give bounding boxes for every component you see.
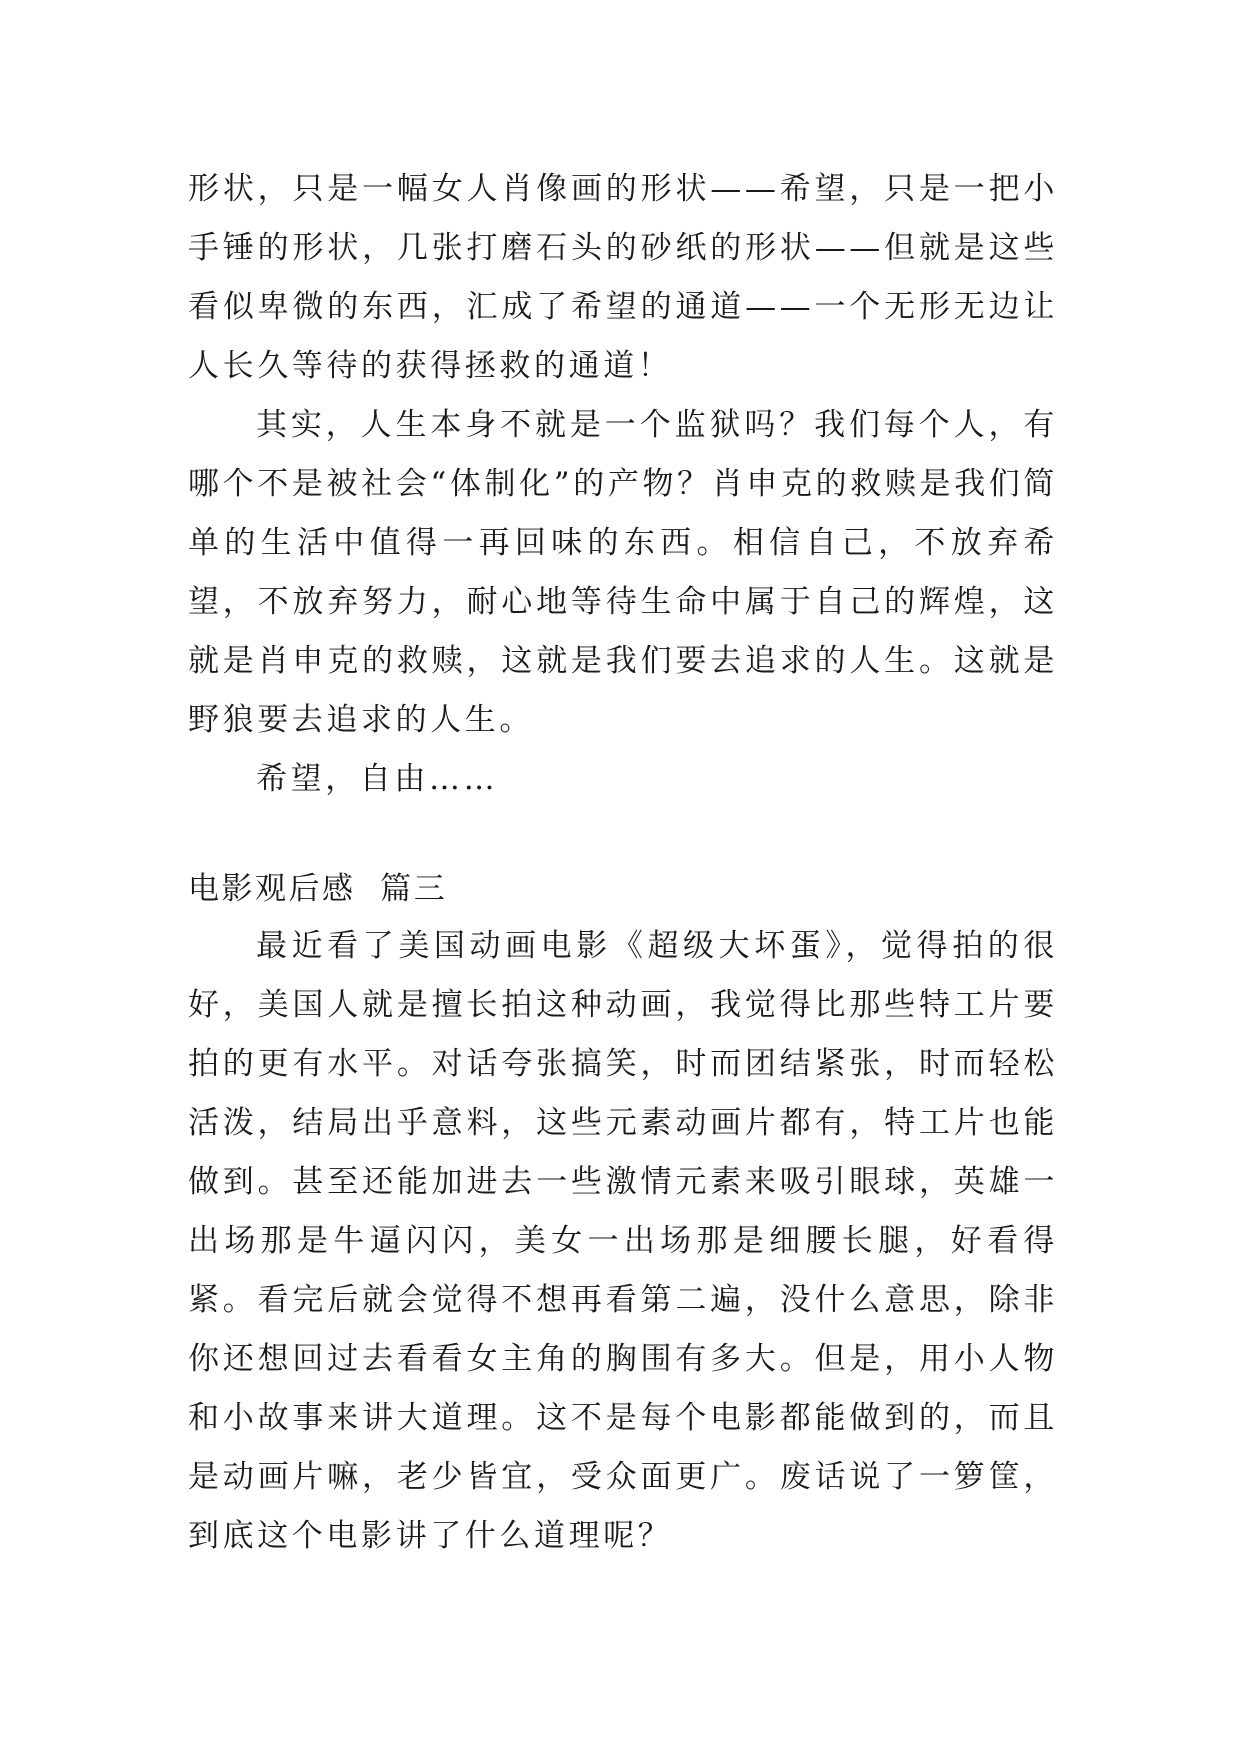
paragraph-continuation: 形状，只是一幅女人肖像画的形状——希望，只是一把小手锤的形状，几张打磨石头的砂纸的形状——但就是这些看似卑微的东西，汇成了希望的通道——一个无形无边让人长久等待的获得拯救的通道！ bbox=[188, 171, 1058, 384]
section-heading: 电影观后感 篇三 bbox=[188, 871, 448, 907]
paragraph-reflection: 其实，人生本身不就是一个监狱吗？我们每个人，有哪个不是被社会“体制化”的产物？肖申克的救赎是我们简单的生活中值得一再回味的东西。相信自己，不放弃希望，不放弃努力，耐心地等待生命中属于自己的辉煌，这就是肖申克的救赎，这就是我们要去追求的人生。这就是野狼要去追求的人生。 bbox=[188, 407, 1058, 738]
paragraph-closing: 希望，自由…… bbox=[256, 761, 499, 797]
paragraph-section-body: 最近看了美国动画电影《超级大坏蛋》，觉得拍的很好，美国人就是擅长拍这种动画，我觉得比那些特工片要拍的更有水平。对话夸张搞笑，时而团结紧张，时而轻松活泼，结局出乎意料，这些元素动画片都有，特工片也能做到。甚至还能加进去一些激情元素来吸引眼球，英雄一出场那是牛逼闪闪，美女一出场那是细腰长腿，好看得紧。看完后就会觉得不想再看第二遍，没什么意思，除非你还想回过去看看女主角的胸围有多大。但是，用小人物和小故事来讲大道理。这不是每个电影都能做到的，而且是动画片嘛，老少皆宜，受众面更广。废话说了一箩筐，到底这个电影讲了什么道理呢？ bbox=[188, 928, 1058, 1554]
